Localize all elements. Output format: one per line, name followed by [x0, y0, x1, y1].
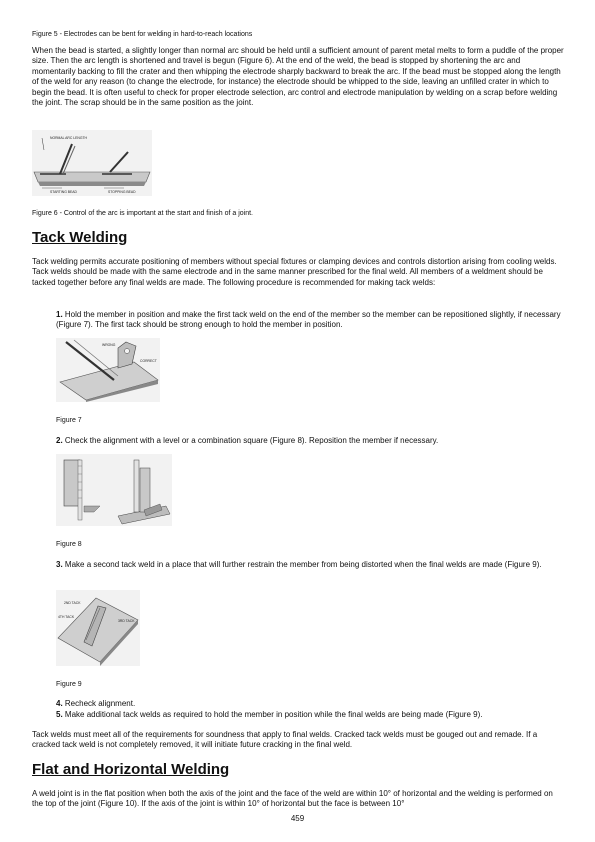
paragraph-flat-position: A weld joint is in the flat position when both the axis of the joint and the face of the weld are within 10° of horizontal and the welding is performed on the top of the joint (Figure 10). If the axis of the joint is within 10° of horizontal but the face is between 10° — [32, 789, 553, 809]
step-3-number: 3. — [56, 560, 63, 569]
step-2-text: Check the alignment with a level or a combination square (Figure 8). Reposition the member if necessary. — [64, 436, 439, 445]
step-5-text: Make additional tack welds as required to hold the member in position while the final welds are being made (Figure 9). — [64, 710, 483, 719]
fig7-wrong-label: WRONG — [102, 343, 116, 347]
step-2-number: 2. — [56, 436, 63, 445]
fig9-3rd-tack-label: 3RD TACK — [118, 619, 135, 623]
figure-9-caption: Figure 9 — [56, 681, 82, 688]
figure-8-image — [56, 454, 172, 526]
fig6-starting-bead-label: STARTING BEAD — [50, 190, 78, 194]
step-1 — [56, 310, 564, 331]
heading-flat-horizontal-welding: Flat and Horizontal Welding — [32, 761, 230, 778]
fig6-stopping-bead-label: STOPPING BEAD — [108, 190, 136, 194]
step-1-text: Hold the member in position and make the first tack weld on the end of the member so the member can be repositioned slightly, if necessary (Figure 7). The first tack should be strong enough to hold the member in position. — [56, 310, 561, 330]
fig7-correct-label: CORRECT — [140, 359, 157, 363]
step-5-number: 5. — [56, 710, 63, 719]
page-number: 459 — [290, 814, 305, 823]
figure-9-image — [56, 590, 140, 666]
step-4-text: Recheck alignment. — [64, 699, 136, 708]
step-4 — [56, 699, 564, 709]
figure-6-caption: Figure 6 - Control of the arc is important at the start and finish of a joint. — [32, 210, 253, 217]
paragraph-tack-welding: Tack welding permits accurate positioning of members without special fixtures or clamping devices and controls distortion arising from cooling welds. Tack welds should be made with the same electrode and in the same manner prescribed for the final weld. All members of a weldment should be tacked together before any final welds are made. The following procedure is recommended for making tack welds: — [32, 257, 557, 287]
step-4-number: 4. — [56, 699, 63, 708]
step-3-text: Make a second tack weld in a place that will further restrain the member from being distorted when the final welds are made (Figure 9). — [64, 560, 542, 569]
paragraph-arc-control: When the bead is started, a slightly longer than normal arc should be held until a sufficient amount of parent metal melts to form a puddle of the proper size. Then the arc length is shortened and travel is begun (Figure 6). At the end of the weld, the bead is stopped by shortening the arc and momentarily backing to fill the crater and then whipping the electrode sharply backward to break the arc. If the bead must be stopped along the length of the weld for any reason (to change the electrode, for instance) the electrode should be whipped to the side, leaving an unfilled crater in which to begin the bead. It is often useful to check for proper electrode selection, arc control and electrode manipulation by welding on a scrap before welding the joint. The scrap should be in the same position as the joint. — [32, 46, 564, 108]
step-1-number: 1. — [56, 310, 63, 319]
paragraph-tack-soundness: Tack welds must meet all of the requirements for soundness that apply to final welds. Cracked tack welds must be gouged out and remade. If a cracked tack weld is not completely removed, it will initiate future cracking in the final weld. — [32, 730, 538, 750]
fig9-4th-tack-label: 4TH TACK — [58, 615, 75, 619]
figure-5-caption: Figure 5 - Electrodes can be bent for welding in hard-to-reach locations — [32, 31, 253, 38]
heading-tack-welding: Tack Welding — [32, 229, 128, 246]
step-3 — [56, 560, 564, 570]
figure-7-caption: Figure 7 — [56, 417, 82, 424]
fig9-2nd-tack-label: 2ND TACK — [64, 601, 81, 605]
figure-8-caption: Figure 8 — [56, 541, 82, 548]
step-2 — [56, 436, 564, 446]
step-5 — [56, 710, 564, 720]
figure-7-image — [56, 338, 160, 402]
fig6-normal-arc-label: NORMAL ARC LENGTH — [50, 136, 87, 140]
figure-6-image — [32, 130, 152, 196]
